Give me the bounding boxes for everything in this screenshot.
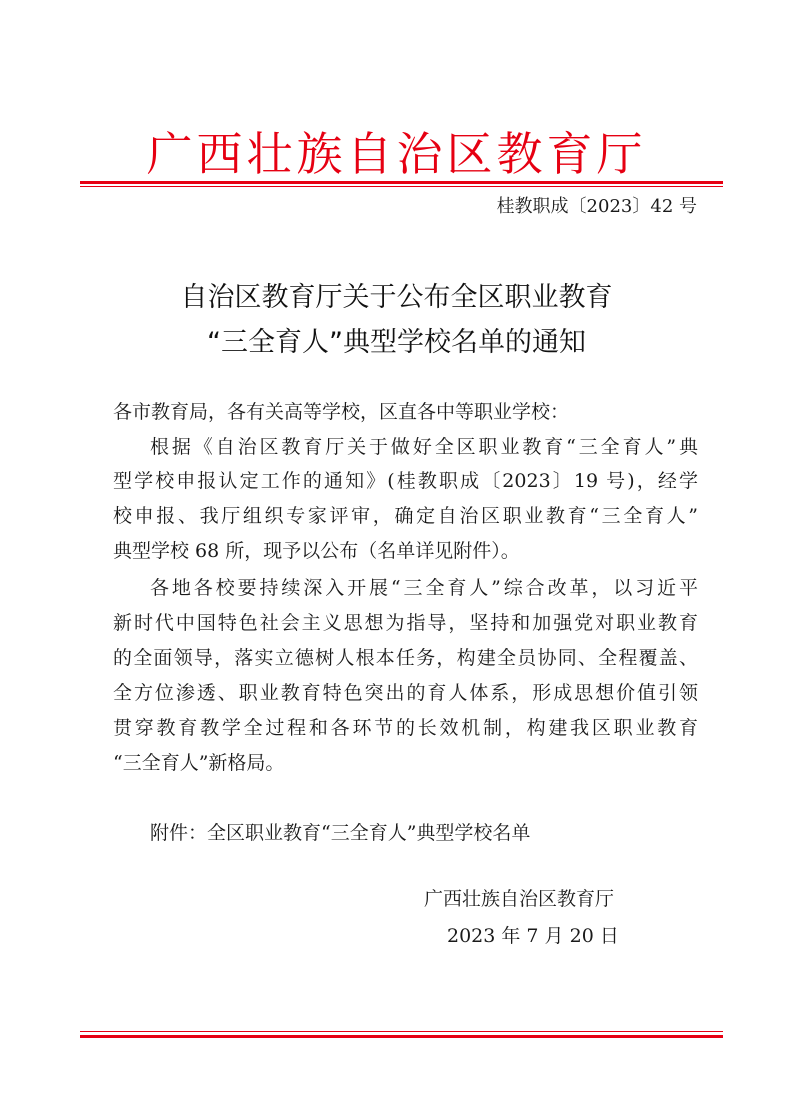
document-title-line-2: “三全育人”典型学校名单的通知 xyxy=(207,327,586,358)
document-number: 桂教职成〔2023〕42 号 xyxy=(496,196,697,217)
paragraph-1-line: 型学校申报认定工作的通知》(桂教职成〔2023〕19 号)，经学 xyxy=(113,470,698,492)
issue-date: 2023 年 7 月 20 日 xyxy=(447,925,619,947)
paragraph-2-line: 各地各校要持续深入开展“三全育人”综合改革，以习近平 xyxy=(150,577,698,599)
masthead-red-rule-thin xyxy=(80,186,723,187)
paragraph-1-line: 根据《自治区教育厅关于做好全区职业教育“三全育人”典 xyxy=(150,436,698,458)
footer-red-rule xyxy=(80,1035,723,1038)
issuer-signature: 广西壮族自治区教育厅 xyxy=(424,888,615,910)
footer-red-rule-thin xyxy=(80,1031,723,1032)
salutation: 各市教育局，各有关高等学校，区直各中等职业学校： xyxy=(113,401,570,423)
attachment-note: 附件：全区职业教育“三全育人”典型学校名单 xyxy=(150,822,531,844)
paragraph-2-line: 贯穿教育教学全过程和各环节的长效机制，构建我区职业教育 xyxy=(113,717,698,739)
paragraph-2-line: “三全育人”新格局。 xyxy=(113,752,285,774)
paragraph-2-line: 全方位渗透、职业教育特色突出的育人体系，形成思想价值引领 xyxy=(113,682,698,704)
paragraph-1-line: 校申报、我厅组织专家评审，确定自治区职业教育“三全育人” xyxy=(113,505,698,527)
document-title-line-1: 自治区教育厅关于公布全区职业教育 xyxy=(180,282,613,313)
agency-masthead: 广西壮族自治区教育厅 xyxy=(146,127,647,181)
paragraph-1-line: 典型学校 68 所，现予以公布（名单详见附件）。 xyxy=(113,540,520,562)
paragraph-2-line: 新时代中国特色社会主义思想为指导，坚持和加强党对职业教育 xyxy=(113,612,698,634)
paragraph-2-line: 的全面领导，落实立德树人根本任务，构建全员协同、全程覆盖、 xyxy=(113,647,698,669)
masthead-red-rule xyxy=(80,181,723,184)
